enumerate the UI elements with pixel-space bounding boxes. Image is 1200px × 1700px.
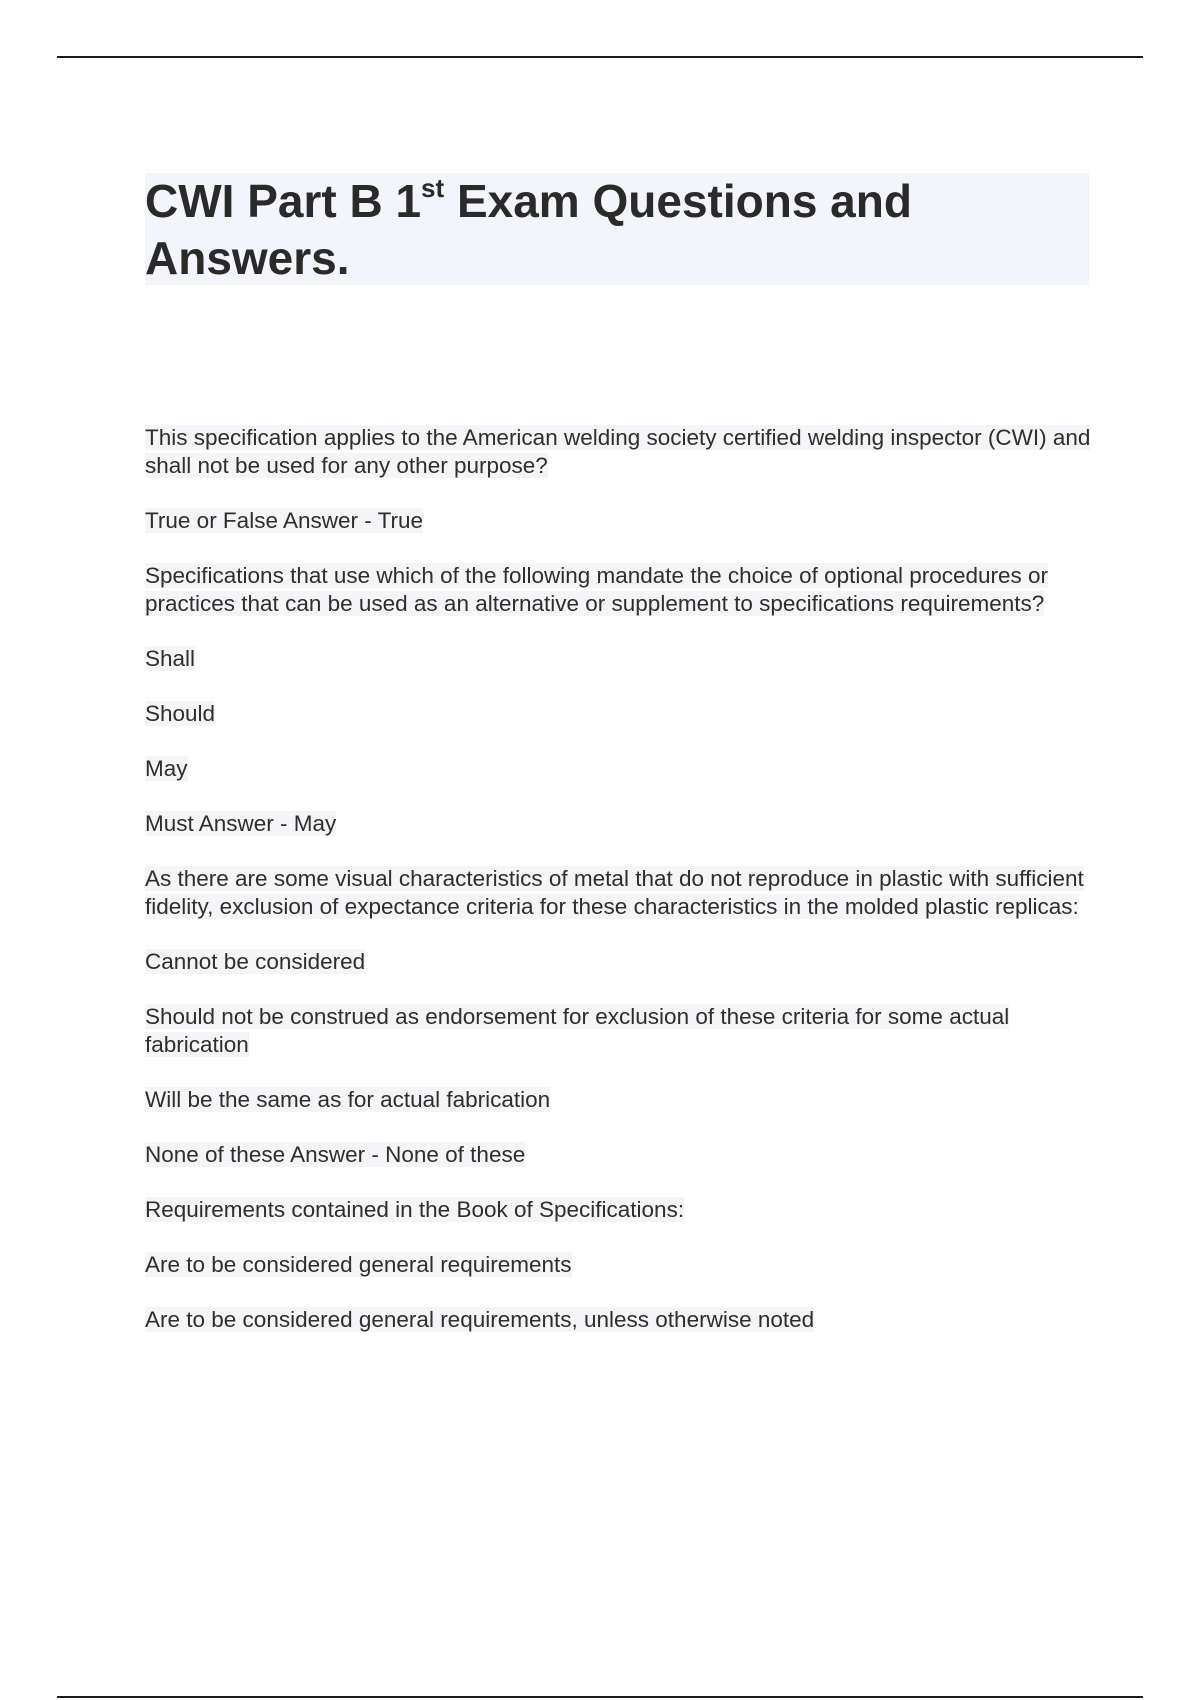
question-text: Specifications that use which of the following mandate the choice of optional procedures or practices that can be used as an alternative or supplement to specifications requirements? [145,563,1049,616]
option-text: Are to be considered general requirements, unless otherwise noted [145,1307,815,1332]
title-text-main: CWI Part B 1 [145,175,422,227]
question-text: This specification applies to the American welding society certified welding inspector (CWI) and shall not be used for any other purpose? [145,425,1091,478]
answer-text: True or False Answer - True [145,508,424,533]
option-text: May [145,756,188,781]
page-title [145,173,1089,287]
question-text: Requirements contained in the Book of Specifications: [145,1197,685,1222]
question-text: As there are some visual characteristics of metal that do not reproduce in plastic with sufficient fidelity, exclusion of expectance criteria for these characteristics in the molded plastic replicas: [145,866,1084,919]
header-rule [57,56,1143,58]
option-text: Cannot be considered [145,949,366,974]
document-body [145,424,1095,1361]
title-text-rest: Exam Questions and Answers. [145,175,912,284]
title-superscript: st [421,172,445,203]
option-text: Should [145,701,216,726]
answer-text: Must Answer - May [145,811,337,836]
answer-text: None of these Answer - None of these [145,1142,526,1167]
option-text: Should not be construed as endorsement for exclusion of these criteria for some actual fabrication [145,1004,1010,1057]
footer-rule [57,1696,1143,1698]
title-block [145,173,1089,285]
option-text: Are to be considered general requirements [145,1252,572,1277]
option-text: Will be the same as for actual fabrication [145,1087,551,1112]
option-text: Shall [145,646,196,671]
